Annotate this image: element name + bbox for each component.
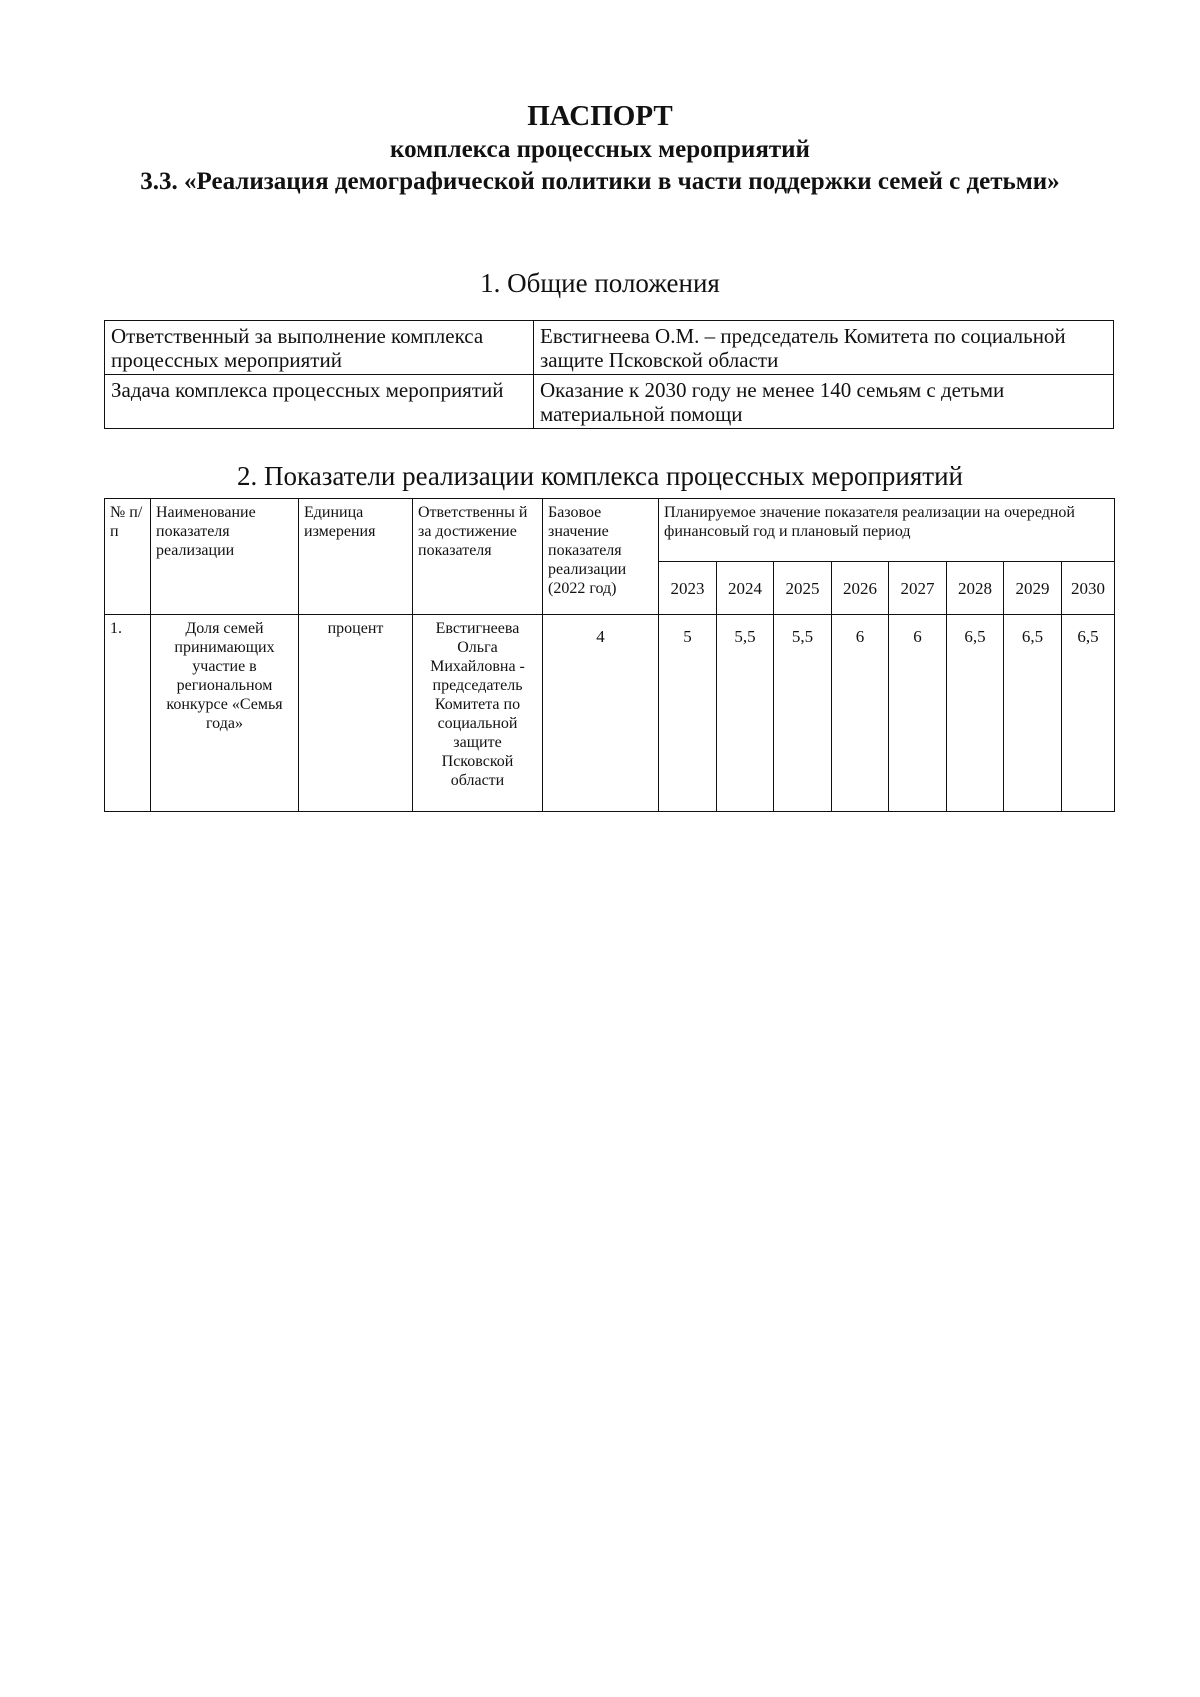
indicator-base-value: 4 bbox=[543, 615, 659, 812]
indicator-year-value: 6 bbox=[889, 615, 947, 812]
indicator-unit: процент bbox=[299, 615, 413, 812]
header-unit: Единица измерения bbox=[299, 499, 413, 615]
year-header: 2025 bbox=[774, 562, 832, 615]
indicator-year-value: 5,5 bbox=[717, 615, 774, 812]
row-value: Евстигнеева О.М. – председатель Комитета по социальной защите Псковской области bbox=[534, 321, 1114, 375]
row-label: Ответственный за выполнение комплекса процессных мероприятий bbox=[105, 321, 534, 375]
indicator-name: Доля семей принимающих участие в региональном конкурсе «Семья года» bbox=[151, 615, 299, 812]
year-header: 2026 bbox=[832, 562, 889, 615]
general-provisions-table bbox=[104, 320, 1114, 429]
program-name: 3.3. «Реализация демографической политики в части поддержки семей с детьми» bbox=[140, 168, 1060, 195]
year-header: 2023 bbox=[659, 562, 717, 615]
year-header: 2029 bbox=[1004, 562, 1062, 615]
table-row bbox=[105, 321, 1114, 375]
year-header: 2027 bbox=[889, 562, 947, 615]
row-num: 1. bbox=[105, 615, 151, 812]
year-header: 2028 bbox=[947, 562, 1004, 615]
indicator-year-value: 5,5 bbox=[774, 615, 832, 812]
document-title: ПАСПОРТ bbox=[527, 100, 673, 132]
title-block bbox=[0, 98, 1200, 198]
row-label: Задача комплекса процессных мероприятий bbox=[105, 375, 534, 429]
header-responsible: Ответственны й за достижение показателя bbox=[413, 499, 543, 615]
indicator-year-value: 5 bbox=[659, 615, 717, 812]
header-row bbox=[105, 499, 1115, 562]
document-subtitle: комплекса процессных мероприятий bbox=[390, 136, 810, 163]
header-base: Базовое значение показателя реализации (2022 год) bbox=[543, 499, 659, 615]
row-value: Оказание к 2030 году не менее 140 семьям с детьми материальной помощи bbox=[534, 375, 1114, 429]
section-2-heading: 2. Показатели реализации комплекса процессных мероприятий bbox=[237, 461, 963, 491]
header-num: № п/п bbox=[105, 499, 151, 615]
section-1-heading: 1. Общие положения bbox=[480, 268, 720, 298]
indicator-responsible: Евстигнеева Ольга Михайловна - председатель Комитета по социальной защите Псковской области bbox=[413, 615, 543, 812]
table-row bbox=[105, 615, 1115, 812]
header-planned: Планируемое значение показателя реализации на очередной финансовый год и плановый период bbox=[659, 499, 1115, 562]
header-name: Наименование показателя реализации bbox=[151, 499, 299, 615]
indicators-table bbox=[104, 498, 1115, 812]
table-row bbox=[105, 375, 1114, 429]
indicator-year-value: 6,5 bbox=[1062, 615, 1115, 812]
indicator-year-value: 6,5 bbox=[947, 615, 1004, 812]
year-header: 2030 bbox=[1062, 562, 1115, 615]
indicator-year-value: 6 bbox=[832, 615, 889, 812]
year-header: 2024 bbox=[717, 562, 774, 615]
indicator-year-value: 6,5 bbox=[1004, 615, 1062, 812]
